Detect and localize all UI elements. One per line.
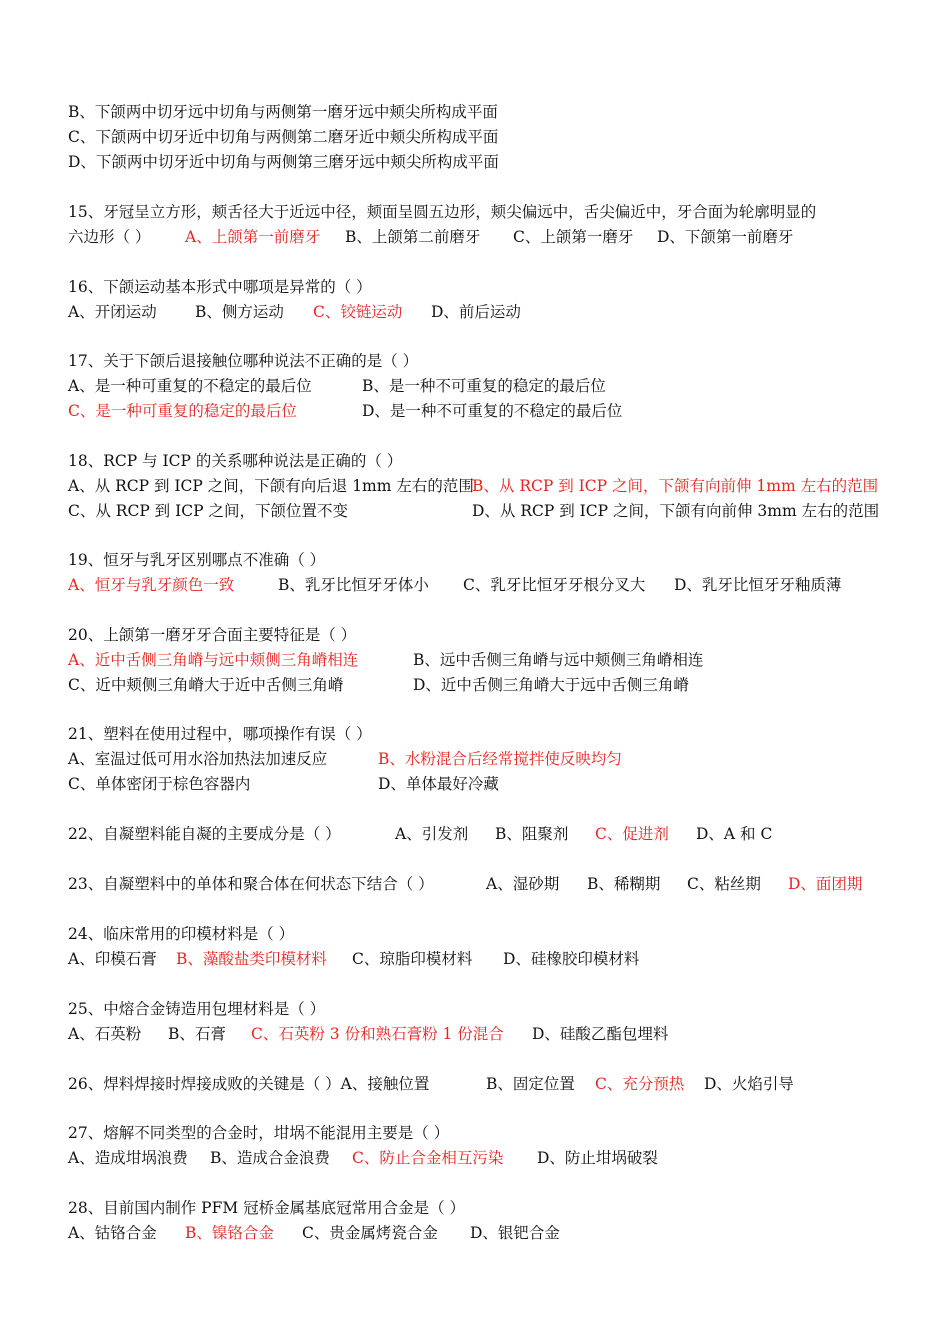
text-segment: 21、塑料在使用过程中，哪项操作有误（ ） — [68, 725, 372, 743]
text-segment: A、是一种可重复的不稳定的最后位 — [68, 377, 312, 395]
text-segment: D、单体最好冷藏 — [378, 775, 499, 793]
text-segment: 25、中熔合金铸造用包埋材料是（ ） — [68, 1000, 326, 1018]
answer-option-text: B、从 RCP 到 ICP 之间，下颌有向前伸 1mm 左右的范围 — [472, 477, 879, 495]
text-segment: C、上颌第一磨牙 — [513, 228, 634, 246]
answer-option-text: A、近中舌侧三角嵴与远中颊侧三角嵴相连 — [68, 651, 359, 669]
text-segment: D、防止坩埚破裂 — [537, 1149, 658, 1167]
text-segment: B、远中舌侧三角嵴与远中颊侧三角嵴相连 — [413, 651, 704, 669]
answer-option-text: A、上颌第一前磨牙 — [185, 228, 321, 246]
text-segment: A、钴铬合金 — [68, 1224, 157, 1242]
answer-option-text: C、是一种可重复的稳定的最后位 — [68, 402, 297, 420]
text-segment: 26、焊料焊接时焊接成败的关键是（ ）A、接触位置 — [68, 1075, 430, 1093]
text-segment: B、固定位置 — [486, 1075, 575, 1093]
text-segment: C、粘丝期 — [687, 875, 761, 893]
text-segment: D、从 RCP 到 ICP 之间，下颌有向前伸 3mm 左右的范围 — [472, 502, 880, 520]
text-segment: B、阻聚剂 — [495, 825, 569, 843]
text-segment: D、火焰引导 — [704, 1075, 794, 1093]
answer-option-text: C、促进剂 — [595, 825, 669, 843]
text-segment: A、开闭运动 — [68, 303, 157, 321]
text-segment: A、石英粉 — [68, 1025, 142, 1043]
text-segment: 六边形（ ） — [68, 228, 151, 246]
text-segment: A、引发剂 — [395, 825, 469, 843]
text-segment: D、乳牙比恒牙牙釉质薄 — [674, 576, 842, 594]
text-segment: 18、RCP 与 ICP 的关系哪种说法是正确的（ ） — [68, 452, 403, 470]
answer-option-text: A、恒牙与乳牙颜色一致 — [68, 576, 235, 594]
text-segment: D、近中舌侧三角嵴大于远中舌侧三角嵴 — [413, 676, 689, 694]
text-segment: D、硅橡胶印模材料 — [503, 950, 640, 968]
text-segment: D、前后运动 — [431, 303, 521, 321]
text-segment: A、造成坩埚浪费 — [68, 1149, 188, 1167]
text-segment: 20、上颌第一磨牙牙合面主要特征是（ ） — [68, 626, 357, 644]
text-segment: C、下颌两中切牙近中切角与两侧第二磨牙近中颊尖所构成平面 — [68, 128, 499, 146]
text-segment: B、稀糊期 — [587, 875, 661, 893]
text-segment: C、单体密闭于棕色容器内 — [68, 775, 251, 793]
text-segment: 23、自凝塑料中的单体和聚合体在何状态下结合（ ） — [68, 875, 434, 893]
text-segment: D、下颌第一前磨牙 — [657, 228, 794, 246]
text-segment: B、是一种不可重复的稳定的最后位 — [362, 377, 606, 395]
text-segment: D、银钯合金 — [470, 1224, 560, 1242]
answer-option-text: C、充分预热 — [595, 1075, 685, 1093]
text-segment: 19、恒牙与乳牙区别哪点不准确（ ） — [68, 551, 326, 569]
text-segment: A、室温过低可用水浴加热法加速反应 — [68, 750, 328, 768]
answer-option-text: B、水粉混合后经常搅拌使反映均匀 — [378, 750, 622, 768]
text-segment: B、下颌两中切牙远中切角与两侧第一磨牙远中颊尖所构成平面 — [68, 103, 498, 121]
text-segment: A、从 RCP 到 ICP 之间，下颌有向后退 1mm 左右的范围 — [68, 477, 474, 495]
text-segment: D、是一种不可重复的不稳定的最后位 — [362, 402, 623, 420]
text-segment: B、上颌第二前磨牙 — [345, 228, 481, 246]
text-segment: 17、关于下颌后退接触位哪种说法不正确的是（ ） — [68, 352, 419, 370]
text-segment: D、下颌两中切牙近中切角与两侧第三磨牙远中颊尖所构成平面 — [68, 153, 499, 171]
text-segment: C、贵金属烤瓷合金 — [302, 1224, 438, 1242]
text-segment: 15、牙冠呈立方形，颊舌径大于近远中径，颊面呈圆五边形，颊尖偏远中，舌尖偏近中，牙合面为轮廓明显的 — [68, 203, 817, 221]
text-segment: B、造成合金浪费 — [210, 1149, 330, 1167]
text-segment: 27、熔解不同类型的合金时，坩埚不能混用主要是（ ） — [68, 1124, 450, 1142]
text-segment: 22、自凝塑料能自凝的主要成分是（ ） — [68, 825, 341, 843]
text-segment: D、硅酸乙酯包埋料 — [532, 1025, 669, 1043]
text-segment: B、乳牙比恒牙牙体小 — [278, 576, 429, 594]
answer-option-text: C、防止合金相互污染 — [352, 1149, 504, 1167]
answer-option-text: B、镍铬合金 — [185, 1224, 274, 1242]
text-segment: A、湿砂期 — [486, 875, 560, 893]
text-segment: 16、下颌运动基本形式中哪项是异常的（ ） — [68, 278, 372, 296]
text-segment: B、侧方运动 — [195, 303, 284, 321]
text-segment: A、印模石膏 — [68, 950, 157, 968]
text-segment: D、A 和 C — [696, 825, 773, 843]
answer-option-text: B、藻酸盐类印模材料 — [176, 950, 327, 968]
answer-option-text: D、面团期 — [788, 875, 863, 893]
text-segment: 28、目前国内制作 PFM 冠桥金属基底冠常用合金是（ ） — [68, 1199, 466, 1217]
text-segment: C、从 RCP 到 ICP 之间，下颌位置不变 — [68, 502, 348, 520]
text-segment: C、琼脂印模材料 — [352, 950, 473, 968]
text-segment: 24、临床常用的印模材料是（ ） — [68, 925, 295, 943]
answer-option-text: C、铰链运动 — [313, 303, 403, 321]
text-segment: B、石膏 — [168, 1025, 226, 1043]
answer-option-text: C、石英粉 3 份和熟石膏粉 1 份混合 — [251, 1025, 504, 1043]
text-segment: C、乳牙比恒牙牙根分叉大 — [463, 576, 646, 594]
text-segment: C、近中颊侧三角嵴大于近中舌侧三角嵴 — [68, 676, 344, 694]
